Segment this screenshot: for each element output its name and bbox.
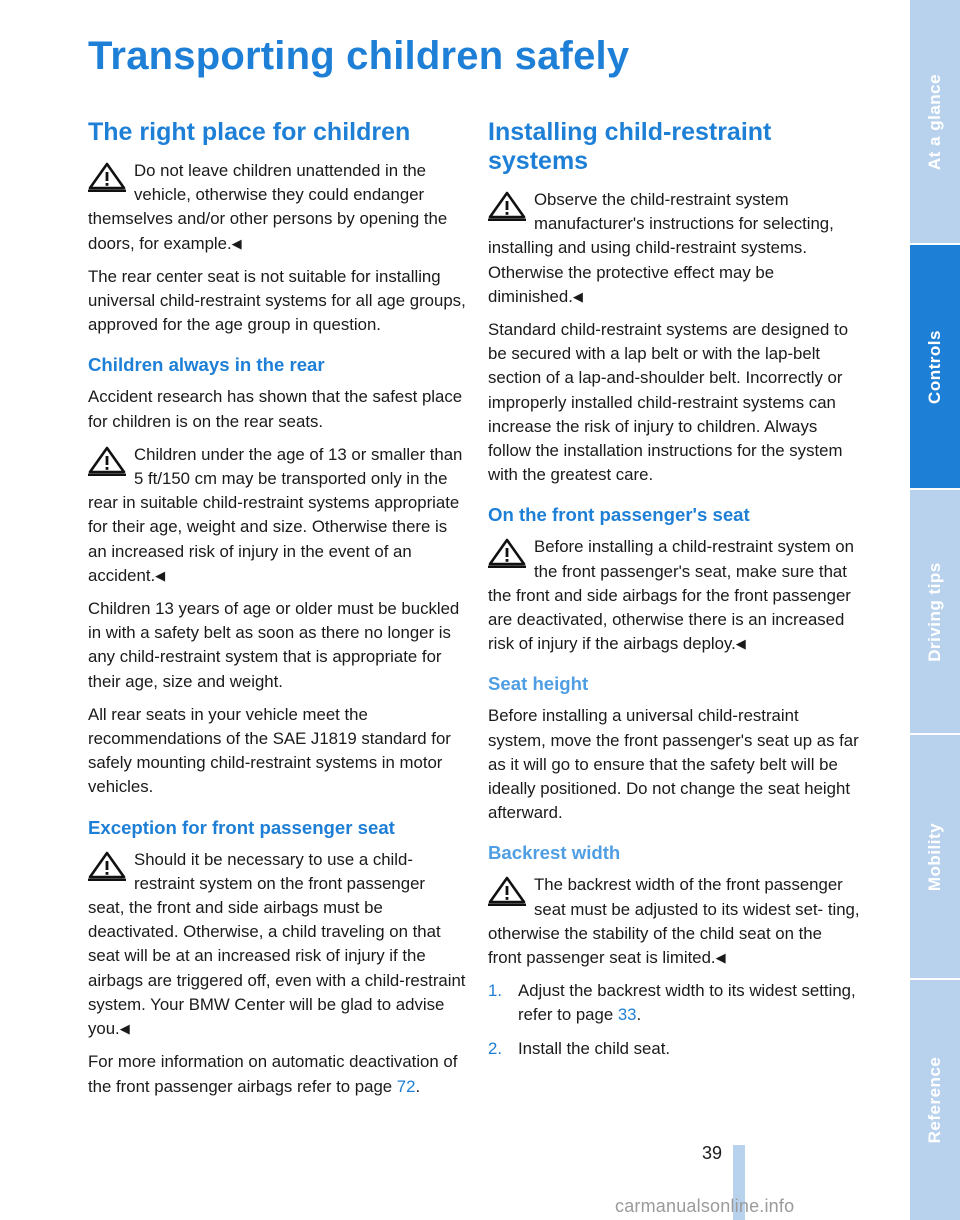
paragraph-sae: All rear seats in your vehicle meet the recommendations of the SAE J1819 standard for safely mounting child-restraint systems in motor vehicles. — [88, 704, 451, 797]
paragraph-accident: Accident research has shown that the safest place for children is on the rear seats. — [88, 387, 463, 431]
page-link-33[interactable]: 33 — [617, 1005, 637, 1025]
page-number: 39 — [702, 1143, 723, 1163]
heading-backrest-width: Backrest width — [488, 842, 621, 864]
warning-triangle-icon — [88, 851, 126, 881]
end-mark: ◀ — [119, 1021, 130, 1037]
step-item — [488, 979, 860, 1027]
more-info-end: . — [415, 1076, 421, 1096]
end-mark: ◀ — [231, 235, 242, 251]
heading-front-passenger-seat: On the front passenger's seat — [488, 504, 750, 526]
tab-label: Driving tips — [925, 561, 944, 662]
warning-triangle-icon — [488, 538, 526, 568]
tab-controls[interactable] — [910, 245, 960, 490]
warning-triangle-icon — [488, 191, 526, 221]
page-title: Transporting children safely — [88, 34, 630, 78]
step-text: Install the child seat. — [518, 1038, 671, 1058]
warning-manufacturer — [488, 188, 860, 309]
step-number: 2. — [488, 1038, 502, 1058]
warning-airbags — [488, 535, 860, 656]
step-item — [488, 1037, 860, 1061]
warning-text: Before installing a child-restraint system on the front passenger's seat, make sure — [534, 537, 854, 581]
warning-text-cont: seat, the front and side airbags must be deactivated. Otherwise, a child traveling on that seat will be at an increased risk of injury if the airbags are triggered off, even with a child-restraint system. Your BMW Center will be glad to advise you. — [88, 898, 466, 1039]
warning-text: Children under the age of 13 or smaller than 5 ft/150 cm may be transported only — [134, 444, 463, 489]
paragraph-standard: Standard child-restraint systems are designed to be secured with a lap belt or with the lap-belt section of a lap-and-shoulder belt. Incorrectly or improperly installed child-restraint systems can increase the risk of injury to children. Always follow the installation instructions for the system with the greatest care. — [488, 320, 849, 485]
page-link-72[interactable]: 72 — [396, 1076, 416, 1096]
more-info-text: For more information on automatic deactivation of the front passenger airbags refer to page — [88, 1052, 458, 1096]
paragraph-rear-center: The rear center seat is not suitable for installing universal child-restraint systems for all age groups, approved for the age group in question. — [88, 266, 466, 335]
warning-text-cont: themselves and/or other persons by opening the doors, for example. — [88, 209, 448, 253]
tab-reference[interactable] — [910, 980, 960, 1220]
end-mark: ◀ — [715, 950, 726, 966]
tab-driving-tips[interactable] — [910, 490, 960, 735]
step-text: Adjust the backrest width to its widest setting, refer to page — [518, 981, 856, 1025]
warning-text-cont: in the rear in suitable child-restraint systems appropriate for their age, weight and size. Otherwise there is an increased risk of injury in the event of an accident. — [88, 469, 460, 585]
end-mark: ◀ — [735, 636, 746, 652]
warning-triangle-icon — [488, 876, 526, 906]
tab-label: Controls — [925, 329, 944, 404]
tab-label: Reference — [925, 1056, 944, 1144]
tab-mobility[interactable] — [910, 735, 960, 980]
paragraph-13-older: Children 13 years of age or older must be buckled in with a safety belt as soon as there no longer is any child-restraint system that is appropriate for their age, size and weight. — [88, 599, 460, 691]
paragraph-more-info — [88, 1050, 466, 1098]
step-number: 1. — [488, 981, 502, 1001]
heading-seat-height: Seat height — [488, 673, 589, 695]
paragraph-seat-height: Before installing a universal child-restraint system, move the front passenger's seat up as far as it will go to ensure that the safety belt will be ideally positioned. Do not change the seat height afterward. — [488, 706, 859, 823]
warning-front-passenger — [88, 848, 466, 1042]
end-mark: ◀ — [572, 288, 583, 304]
warning-backrest — [488, 873, 860, 970]
warning-text: Do not leave children unattended in the vehicle, otherwise they could endanger — [134, 161, 427, 205]
warning-triangle-icon — [88, 162, 126, 192]
heading-right-place: The right place for children — [88, 118, 411, 146]
warning-text: The backrest width of the front passenger seat must be adjusted to its widest set- — [534, 875, 843, 919]
warning-text: Observe the child-restraint system manufacturer's instructions for selecting, — [534, 190, 834, 234]
end-mark: ◀ — [155, 567, 166, 583]
warning-under-13 — [88, 443, 466, 588]
warning-unattended — [88, 159, 466, 256]
chapter-sidebar — [910, 0, 960, 1220]
tab-at-a-glance[interactable] — [910, 0, 960, 245]
right-column — [488, 118, 860, 1070]
steps-list — [488, 979, 860, 1061]
tab-label: At a glance — [925, 73, 944, 170]
heading-always-rear: Children always in the rear — [88, 354, 325, 376]
warning-text-cont: ting, otherwise the stability of the child seat on the front passenger seat is limited. — [488, 899, 860, 968]
step-end: . — [636, 1005, 642, 1025]
left-column — [88, 118, 466, 1108]
warning-text: Should it be necessary to use a child-restraint system on the front passenger — [134, 849, 426, 893]
heading-exception: Exception for front passenger seat — [88, 816, 395, 838]
heading-installing: Installing child-restraint systems — [488, 118, 772, 175]
watermark: carmanualsonline.info — [615, 1196, 795, 1216]
warning-triangle-icon — [88, 446, 126, 476]
warning-text-cont: installing and using child-restraint systems. Otherwise the protective effect may be diminished. — [488, 238, 807, 306]
tab-label: Mobility — [925, 822, 944, 891]
warning-text-cont: that the front and side airbags for the front passenger are deactivated, otherwise there is an increased risk of injury if the airbags deploy. — [488, 561, 851, 654]
